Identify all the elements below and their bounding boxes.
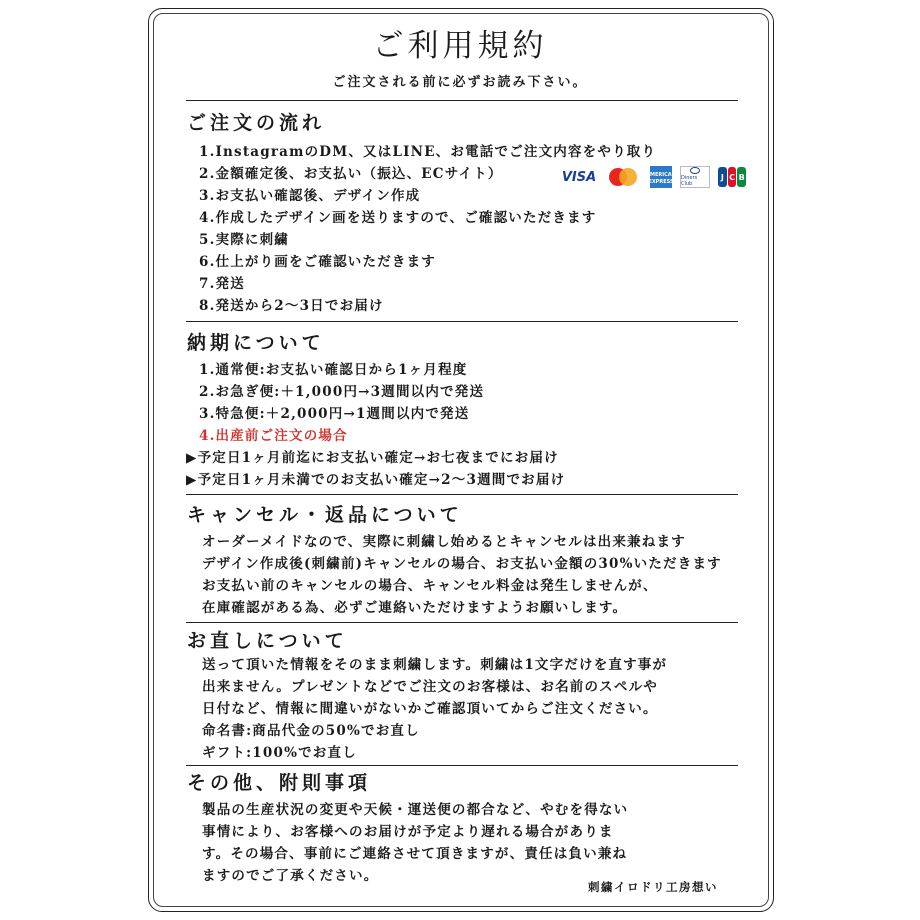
corrections-line: 日付など、情報に間違いがないかご確認頂いてからご注文ください。 — [202, 701, 658, 717]
delivery-item-highlight: 4.出産前ご注文の場合 — [199, 428, 348, 444]
corrections-line: 命名書:商品代金の50%でお直し — [202, 723, 420, 739]
jcb-logo: J C B — [718, 166, 746, 188]
corrections-line: 出来ません。プレゼントなどでご注文のお客様は、お名前のスペルや — [202, 679, 658, 695]
diners-club-logo: Diners Club — [680, 166, 710, 188]
order-flow-step: 8.発送から2～3日でお届け — [199, 298, 384, 314]
payment-logos — [562, 166, 746, 188]
divider — [186, 765, 738, 766]
order-flow-step: 7.発送 — [199, 276, 245, 292]
delivery-subitem: ▶予定日1ヶ月前迄にお支払い確定→お七夜までにお届け — [186, 450, 559, 466]
order-flow-step: 1.InstagramのDM、又はLINE、お電話でご注文内容をやり取り — [199, 144, 657, 160]
corrections-line: 送って頂いた情報をそのまま刺繍します。刺繍は1文字だけを直す事が — [202, 657, 668, 673]
page-title: ご利用規約 — [372, 28, 548, 64]
divider — [186, 494, 738, 495]
corrections-line: ギフト:100%でお直し — [202, 745, 357, 761]
other-line: 事情により、お客様へのお届けが予定より遅れる場合がありま — [202, 824, 614, 840]
other-line: 製品の生産状況の変更や天候・運送便の都合など、やむを得ない — [202, 802, 629, 818]
delivery-item: 2.お急ぎ便:＋1,000円→3週間以内で発送 — [199, 384, 485, 400]
amex-logo: AMERICAN EXPRESS — [650, 166, 672, 188]
order-flow-step: 5.実際に刺繍 — [199, 232, 289, 248]
shop-signature: 刺繍イロドリ工房想い — [588, 880, 718, 894]
section-heading-corrections: お直しについて — [187, 630, 348, 652]
section-heading-other: その他、附則事項 — [187, 772, 372, 794]
divider — [186, 100, 738, 101]
other-line: す。その場合、事前にご連絡させて頂きますが、責任は負い兼ね — [202, 846, 628, 862]
delivery-item: 1.通常便:お支払い確認日から1ヶ月程度 — [199, 362, 468, 378]
cancel-line: オーダーメイドなので、実際に刺繍し始めるとキャンセルは出来兼ねます — [202, 534, 686, 550]
cancel-line: デザイン作成後(刺繍前)キャンセルの場合、お支払い金額の30%いただきます — [202, 556, 722, 572]
divider — [186, 622, 738, 623]
page-subtitle: ご注文される前に必ずお読み下さい。 — [332, 75, 588, 90]
visa-logo: VISA — [561, 169, 597, 185]
order-flow-step: 6.仕上がり画をご確認いただきます — [199, 254, 436, 270]
delivery-item: 3.特急便:＋2,000円→1週間以内で発送 — [199, 406, 470, 422]
delivery-subitem: ▶予定日1ヶ月未満でのお支払い確定→2～3週間でお届け — [186, 472, 566, 488]
order-flow-step: 4.作成したデザイン画を送りますので、ご確認いただきます — [199, 210, 597, 226]
cancel-line: お支払い前のキャンセルの場合、キャンセル料金は発生しませんが、 — [202, 578, 658, 594]
section-heading-delivery: 納期について — [187, 332, 325, 354]
other-line: ますのでご了承ください。 — [202, 868, 379, 884]
mastercard-logo — [604, 166, 642, 188]
section-heading-cancel: キャンセル・返品について — [187, 504, 463, 526]
order-flow-step: 3.お支払い確認後、デザイン作成 — [199, 188, 421, 204]
order-flow-step: 2.金額確定後、お支払い（振込、ECサイト） — [199, 166, 503, 182]
divider — [186, 321, 738, 322]
section-heading-order-flow: ご注文の流れ — [187, 112, 326, 134]
cancel-line: 在庫確認がある為、必ずご連絡いただけますようお願いします。 — [202, 600, 628, 616]
